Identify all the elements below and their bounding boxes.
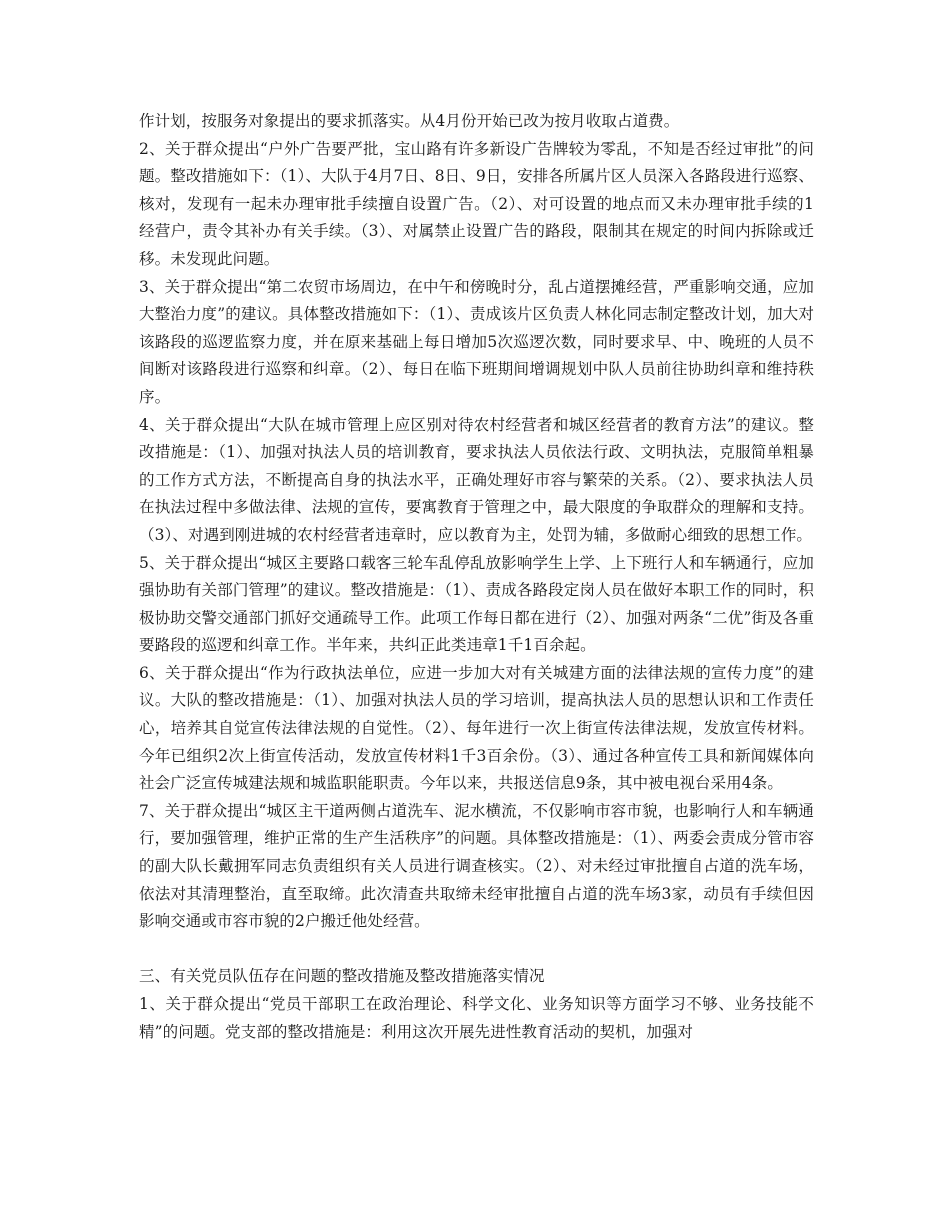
paragraph-section3-item-1: 1、关于群众提出“党员干部职工在政治理论、科学文化、业务知识等方面学习不够、业务技能不精”的问题。党支部的整改措施是：利用这次开展先进性教育活动的契机，加强对: [139, 995, 814, 1041]
document-page: [139, 108, 814, 1046]
paragraph-item-5: 5、关于群众提出“城区主要路口载客三轮车乱停乱放影响学生上学、上下班行人和车辆通行，应加强协助有关部门管理”的建议。整改措施是：（1）、责成各路段定岗人员在做好本职工作的同时，积极协助交警交通部门抓好交通疏导工作。此项工作每日都在进行（2）、加强对两条“二优”街及各重要路段的巡逻和纠章工作。半年来，共纠正此类违章1千1百余起。: [139, 553, 814, 655]
paragraph-item-4: 4、关于群众提出“大队在城市管理上应区别对待农村经营者和城区经营者的教育方法”的建议。整改措施是：（1）、加强对执法人员的培训教育，要求执法人员依法行政、文明执法，克服简单粗暴的工作方式方法，不断提高自身的执法水平，正确处理好市容与繁荣的关系。（2）、要求执法人员在执法过程中多做法律、法规的宣传，要寓教育于管理之中，最大限度的争取群众的理解和支持。（3）、对遇到刚进城的农村经营者违章时，应以教育为主，处罚为辅，多做耐心细致的思想工作。: [139, 415, 814, 544]
paragraph-item-3: 3、关于群众提出“第二农贸市场周边，在中午和傍晚时分，乱占道摆摊经营，严重影响交通，应加大整治力度”的建议。具体整改措施如下：（1）、责成该片区负责人林化同志制定整改计划，加大对该路段的巡逻监察力度，并在原来基础上每日增加5次巡逻次数，同时要求早、中、晚班的人员不间断对该路段进行巡察和纠章。（2）、每日在临下班期间增调规划中队人员前往协助纠章和维持秩序。: [139, 277, 814, 406]
section-heading: 三、有关党员队伍存在问题的整改措施及整改措施落实情况: [139, 967, 545, 986]
paragraph-continuation: 作计划，按服务对象提出的要求抓落实。从4月份开始已改为按月收取占道费。: [139, 112, 680, 130]
paragraph-item-7: 7、关于群众提出“城区主干道两侧占道洗车、泥水横流，不仅影响市容市貌，也影响行人和车辆通行，要加强管理，维护正常的生产生活秩序”的问题。具体整改措施是：（1）、两委会责成分管市容的副大队长戴拥军同志负责组织有关人员进行调查核实。（2）、对未经过审批擅自占道的洗车场，依法对其清理整治，直至取缔。此次清查共取缔未经审批擅自占道的洗车场3家，动员有手续但因影响交通或市容市貌的2户搬迁他处经营。: [139, 801, 814, 931]
paragraph-item-6: 6、关于群众提出“作为行政执法单位，应进一步加大对有关城建方面的法律法规的宣传力度”的建议。大队的整改措施是：（1）、加强对执法人员的学习培训，提高执法人员的思想认识和工作责任心，培养其自觉宣传法律法规的自觉性。（2）、每年进行一次上街宣传法律法规，发放宣传材料。今年已组织2次上街宣传活动，发放宣传材料1千3百余份。（3）、通过各种宣传工具和新闻媒体向社会广泛宣传城建法规和城监职能职责。今年以来，共报送信息9条，其中被电视台采用4条。: [139, 663, 814, 793]
paragraph-item-2: 2、关于群众提出“户外广告要严批，宝山路有许多新设广告牌较为零乱，不知是否经过审批”的问题。整改措施如下：（1）、大队于4月7日、8日、9日，安排各所属片区人员深入各路段进行巡察、核对，发现有一起未办理审批手续擅自设置广告。（2）、对可设置的地点而又未办理审批手续的1经营户，责令其补办有关手续。（3）、对属禁止设置广告的路段，限制其在规定的时间内拆除或迁移。未发现此问题。: [139, 139, 814, 268]
blank-line: [139, 936, 814, 964]
